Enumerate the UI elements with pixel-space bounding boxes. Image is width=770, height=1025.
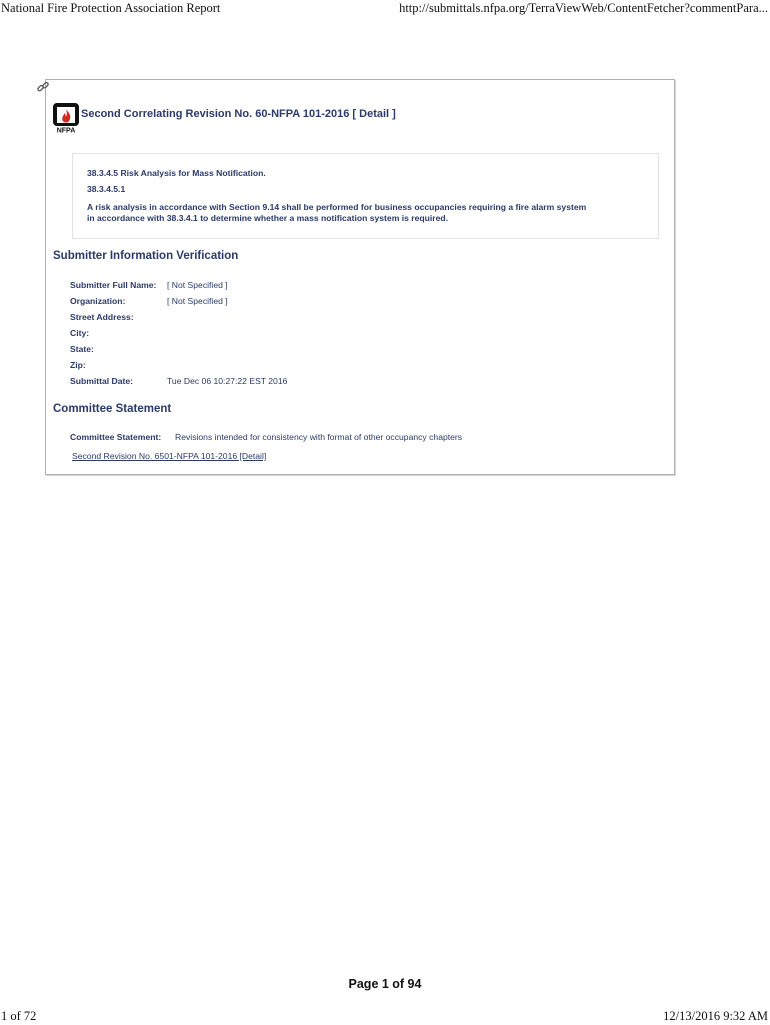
revision-title: Second Correlating Revision No. 60-NFPA 101-2016 [ Detail ] [81, 108, 396, 120]
field-label-zip: Zip: [70, 360, 86, 370]
field-value-submittal-date: Tue Dec 06 10:27:22 EST 2016 [167, 376, 288, 386]
subsection-number: 38.3.4.5.1 [87, 184, 126, 194]
second-revision-detail-link[interactable]: Second Revision No. 6501-NFPA 101-2016 [Detail] [72, 451, 267, 461]
field-label-state: State: [70, 344, 94, 354]
revision-text-panel [72, 153, 659, 239]
nfpa-logo [52, 102, 82, 133]
print-timestamp: 12/13/2016 9:32 AM [663, 1009, 768, 1023]
field-label-organization: Organization: [70, 296, 126, 306]
page-url: http://submittals.nfpa.org/TerraViewWeb/ContentFetcher?commentPara... [399, 1, 768, 15]
report-source-title: National Fire Protection Association Report [1, 1, 221, 15]
logo-text: NFPA [56, 127, 76, 133]
field-value-organization: [ Not Specified ] [167, 296, 228, 306]
submitter-heading: Submitter Information Verification [53, 250, 239, 262]
page-number: Page 1 of 94 [348, 977, 422, 991]
browser-print-header [0, 1, 770, 17]
field-label-submittal-date: Submittal Date: [70, 376, 134, 386]
print-page-count: 1 of 72 [1, 1009, 37, 1023]
field-label-city: City: [70, 328, 90, 338]
revision-report-box [45, 79, 675, 475]
field-value-full-name: [ Not Specified ] [167, 280, 228, 290]
committee-statement-text: Revisions intended for consistency with format of other occupancy chapters [175, 432, 463, 442]
revision-body-line-2: in accordance with 38.3.4.1 to determine whether a mass notification system is required. [87, 213, 449, 223]
browser-print-footer [0, 1009, 770, 1025]
link-icon[interactable] [36, 80, 50, 94]
section-title: 38.3.4.5 Risk Analysis for Mass Notification. [87, 168, 266, 178]
revision-body-line-1: A risk analysis in accordance with Section 9.14 shall be performed for business occupancies requiring a fire alarm system [87, 202, 587, 212]
field-label-street: Street Address: [70, 312, 134, 322]
committee-statement-label: Committee Statement: [70, 432, 162, 442]
committee-heading: Committee Statement [53, 403, 172, 415]
field-label-full-name: Submitter Full Name: [70, 280, 157, 290]
